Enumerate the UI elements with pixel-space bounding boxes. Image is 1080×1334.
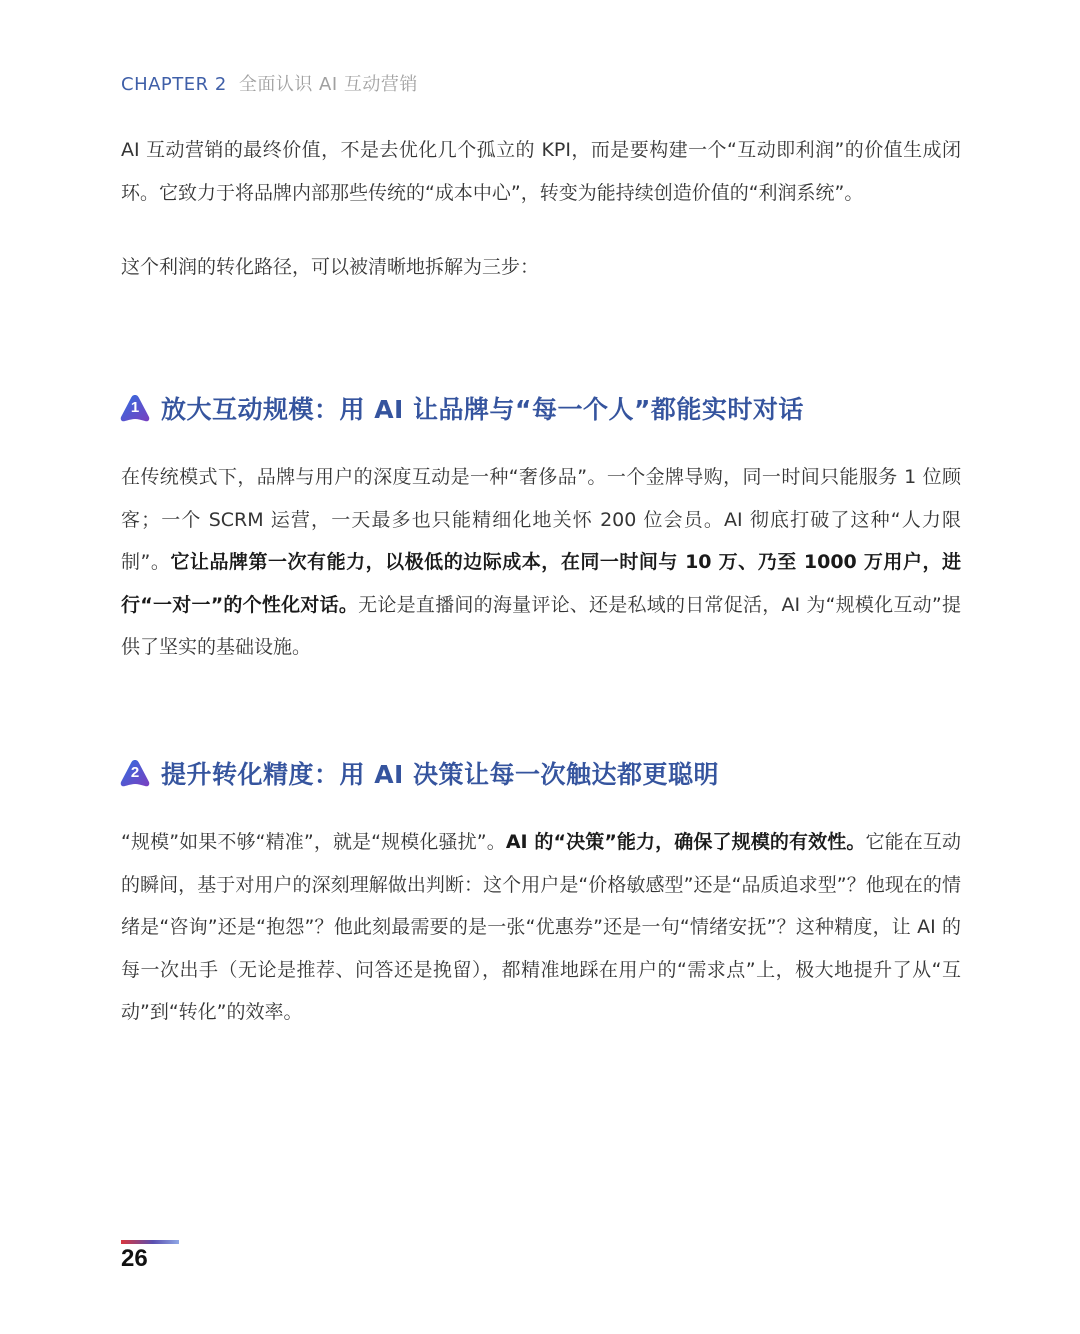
number-badge-icon: 2 bbox=[119, 758, 151, 788]
section-1-body bbox=[121, 456, 961, 669]
section-heading-2 bbox=[119, 753, 719, 793]
section-1-emphasis: 它让品牌第一次有能力，以极低的边际成本，在同一时间与 10 万、乃至 1000 万用户，进行“一对一”的个性化对话。 bbox=[121, 551, 961, 616]
section-heading-1 bbox=[119, 388, 804, 428]
section-1-body-text: 在传统模式下，品牌与用户的深度互动是一种“奢侈品”。一个金牌导购，同一时间只能服务 1 位顾客；一个 SCRM 运营，一天最多也只能精细化地关怀 200 位会员。AI 彻底打破了这种“人力限制”。 bbox=[121, 466, 961, 573]
number-badge-icon: 1 bbox=[119, 393, 151, 423]
running-header bbox=[121, 70, 418, 96]
chapter-title: 全面认识 AI 互动营销 bbox=[238, 74, 418, 95]
section-1-body-text-2: 无论是直播间的海量评论、还是私域的日常促活，AI 为“规模化互动”提供了坚实的基础设施。 bbox=[121, 593, 961, 658]
intro-paragraph: AI 互动营销的最终价值，不是去优化几个孤立的 KPI，而是要构建一个“互动即利润”的价值生成闭环。它致力于将品牌内部那些传统的“成本中心”，转变为能持续创造价值的“利润系统”。 bbox=[121, 139, 961, 204]
chapter-label: CHAPTER 2 bbox=[121, 74, 227, 95]
section-2-emphasis: AI 的“决策”能力，确保了规模的有效性。 bbox=[505, 831, 866, 853]
section-2-body-text-2: 它能在互动的瞬间，基于对用户的深刻理解做出判断：这个用户是“价格敏感型”还是“品质追求型”？他现在的情绪是“咨询”还是“抱怨”？他此刻最需要的是一张“优惠券”还是一句“情绪安抚”？这种精度，让 AI 的每一次出手（无论是推荐、问答还是挽留），都精准地踩在用户的“需求点”上，极大地提升了从“互动”到“转化”的效率。 bbox=[121, 831, 961, 1023]
intro-lead-in: 这个利润的转化路径，可以被清晰地拆解为三步： bbox=[121, 256, 540, 278]
section-2-body bbox=[121, 821, 961, 1034]
page-number-accent-bar bbox=[121, 1240, 179, 1244]
page-number: 26 bbox=[121, 1245, 148, 1272]
section-2-body-text: “规模”如果不够“精准”，就是“规模化骚扰”。 bbox=[121, 831, 506, 853]
section-heading-text: 提升转化精度：用 AI 决策让每一次触达都更聪明 bbox=[161, 760, 720, 789]
section-heading-text: 放大互动规模：用 AI 让品牌与“每一个人”都能实时对话 bbox=[161, 395, 804, 424]
